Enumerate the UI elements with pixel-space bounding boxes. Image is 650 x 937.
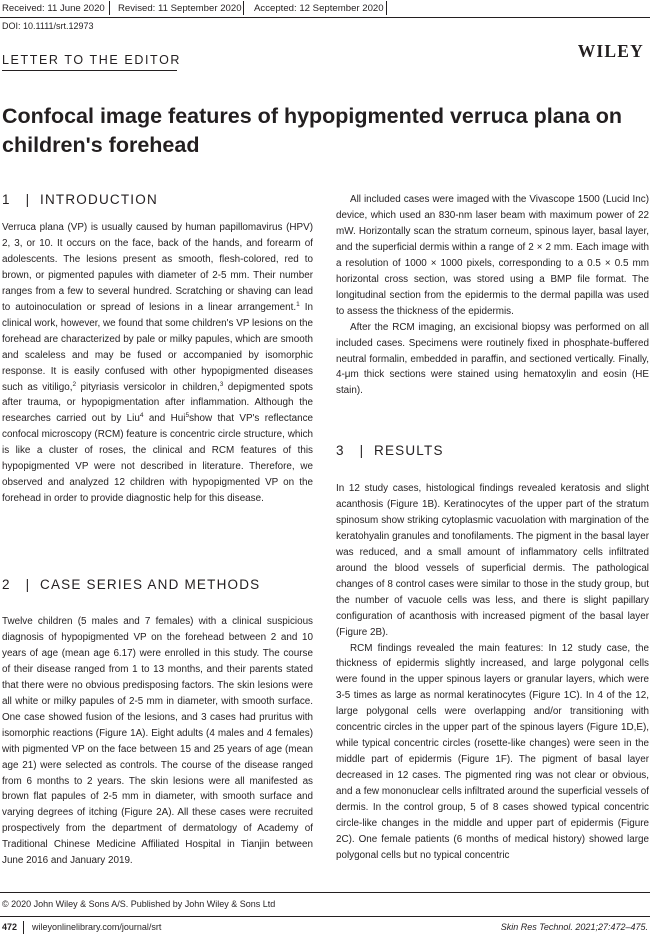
paragraph-text: Verruca plana (VP) is usually caused by human papillomavirus (HPV) 2, 3, or 10. It occurs on the face, back of the hands, and forearm of adolescents. The lesions present as smooth, flesh-colored, red to brown, or pigmented papules with diameter of 2-5 mm. Their number ranges from a few to several hundred. Scratching or shaving can lead to autoinoculation or spread of lesions in a linear arrangement. (2, 222, 313, 313)
paragraph-text: and Hui (143, 413, 186, 425)
article-dates-bar (0, 0, 650, 17)
section-number: 2 (2, 577, 11, 592)
journal-url[interactable]: wileyonlinelibrary.com/journal/srt (32, 922, 162, 932)
paragraph-text: In clinical work, however, we found that some children's VP lesions on the forehead are characterized by pale or milky papules, which are smooth and scaleless and may be fused or accompanied by isomorphic response. It is easily confused with other hypopigmented diseases such as vitiligo, (2, 301, 313, 393)
section-number: 3 (336, 443, 345, 458)
section-title: RESULTS (374, 443, 444, 458)
section-label-underline (2, 70, 177, 71)
paragraph-text: After the RCM imaging, an excisional biopsy was performed on all included cases. Specimens were routinely fixed in phosphate-buffered neutral formalin, embedded in paraffin, and sectioned vertically. Finally, 4-μm thick sections were stained using hematoxylin and eosin (HE stain). (336, 321, 649, 397)
doi[interactable]: DOI: 10.1111/srt.12973 (2, 21, 94, 31)
section-label: LETTER TO THE EDITOR (2, 53, 182, 67)
header-rule (0, 17, 650, 18)
paragraph-text: RCM findings revealed the main features: In 12 study case, the thickness of epidermis slightly increased, and large polygonal cells were found in the upper spinous layers or granular layers, which were 3-5 times as large as normal keratinocytes (Figure 1C). In 4 of the 12, large polygonal cells were overlapping and/or transitioning with concentric circles in the upper part of the spinous layers (Figure 1D,E), while typical concentric circles (rosette-like changes) were seen in the middle part of epidermis (Figure 1F). The pigment of basal layer decreased in 12 cases. The pigmented ring was not clear or obvious, and a few mononuclear cells infiltrated around the superficial vessels of dermis. In the control group, 5 of 8 cases showed typical concentric circle-like changes in the middle and upper part of epidermis (Figure 2C). One female patients (6 months of medical history) showed large polygonal cells but no typical concentric (336, 642, 649, 861)
methods-continued (336, 192, 649, 399)
results-paragraphs (336, 481, 649, 864)
publisher-logo: WILEY (577, 41, 644, 61)
footer-rule (0, 892, 650, 893)
copyright-notice: © 2020 John Wiley & Sons A/S. Published by John Wiley & Sons Ltd (2, 899, 276, 909)
section-separator: | (25, 192, 31, 207)
divider (109, 1, 110, 15)
section-title: INTRODUCTION (40, 192, 158, 207)
article-title: Confocal image features of hypopigmented verruca plana on children's forehead (2, 104, 623, 157)
page-number: 472 (2, 922, 18, 932)
paragraph-text: pityriasis versicolor in children, (76, 381, 220, 393)
section-title: CASE SERIES AND METHODS (40, 577, 261, 592)
paragraph-text: All included cases were imaged with the Vivascope 1500 (Lucid Inc) device, which used an 830-nm laser beam with maximum power of 22 mW. Horizontally scan the stratum corneum, spinous layer, basal layer, and the superficial dermis within a range of 2 × 2 mm. Each image with a resolution of 1000 × 1000 pixels, corresponding to a 0.5 × 0.5 mm horizontal cross section, was stored using a BMP file format. The longitudinal section from the epidermis to the dermal papilla was used to assess the thickness of the epidermis. (336, 194, 649, 317)
paragraph-text: show that VP's reflectance confocal microscopy (RCM) feature is concentric circle structure, which is like a cluster of roses, the clinical and RCM features of this hypopigmented VP were not described in literature. Therefore, we observed and analyzed 12 children with hypopigmented VP on the forehead in order to provide diagnostic help for this disease. (2, 413, 314, 505)
section-number: 1 (2, 192, 11, 207)
revised-date: Revised: 11 September 2020 (118, 3, 242, 14)
section-heading-methods (2, 577, 313, 592)
section-separator: | (25, 577, 31, 592)
citation-ref[interactable]: 3 (219, 380, 224, 388)
section-separator: | (359, 443, 365, 458)
citation-ref[interactable]: 1 (296, 300, 300, 308)
paragraph-text: depigmented spots after trauma, or hypopigmentation after inflammation. Although the researches carried out by Liu (2, 381, 313, 425)
journal-citation: Skin Res Technol. 2021;27:472–475. (500, 922, 648, 932)
received-date: Received: 11 June 2020 (2, 3, 105, 14)
citation-ref[interactable]: 5 (185, 412, 190, 420)
footer-rule (0, 916, 650, 917)
divider (23, 921, 24, 934)
accepted-date: Accepted: 12 September 2020 (254, 3, 384, 14)
paragraph-text: Twelve children (5 males and 7 females) with a clinical suspicious diagnosis of hypopigmented VP on the forehead between 2 and 10 years of age (mean age 6.17) were enrolled in this study. The course of their disease ranged from 1 to 13 months, and their parents stated that there were no obvious predisposing factors. The skin lesions were all white or milky papules of 2-5 mm in diameter, with smooth surface. One case showed fusion of the lesions, and 3 cases had pruritus with isomorphic reactions (Figure 1A). Eight adults (4 males and 4 females) with pigmented VP on the face between 15 and 25 years of age (mean age 21) were selected as controls. The course of the disease ranged from 6 months to 2 years. The skin lesions were all manifested as brown flat papules of 2-5 mm in diameter, with smooth surface and varying degrees of itching (Figure 2A). All these cases were recruited prospectively from the department of dermatology of Academy of Traditional Chinese Medicine Affiliated Hospital in Tianjin between June 2016 and January 2019. (2, 616, 313, 867)
citation-ref[interactable]: 4 (139, 412, 144, 420)
introduction-paragraph (2, 220, 313, 507)
divider (243, 1, 244, 15)
divider (386, 1, 387, 15)
citation-ref[interactable]: 2 (72, 380, 77, 388)
methods-paragraph (2, 614, 313, 869)
paragraph-text: In 12 study cases, histological findings revealed keratosis and slight acanthosis (Figure 1B). Keratinocytes of the upper part of the stratum spinosum show striking cytoplasmic vacuolation with margination of the keratohyalin granules and tonofilaments. The pigment in the basal layer was reduced, and a small amount of inflammatory cells infiltrated around the blood vessels of superficial dermis. The pathological changes of 8 control cases were similar to those in the study group, but the number of vacuole cells was less, and there is slight papillary configuration of acanthosis with increased pigment of the basal layer (Figure 2B). (336, 483, 649, 638)
section-heading-introduction (2, 192, 313, 207)
section-heading-results (336, 443, 649, 458)
